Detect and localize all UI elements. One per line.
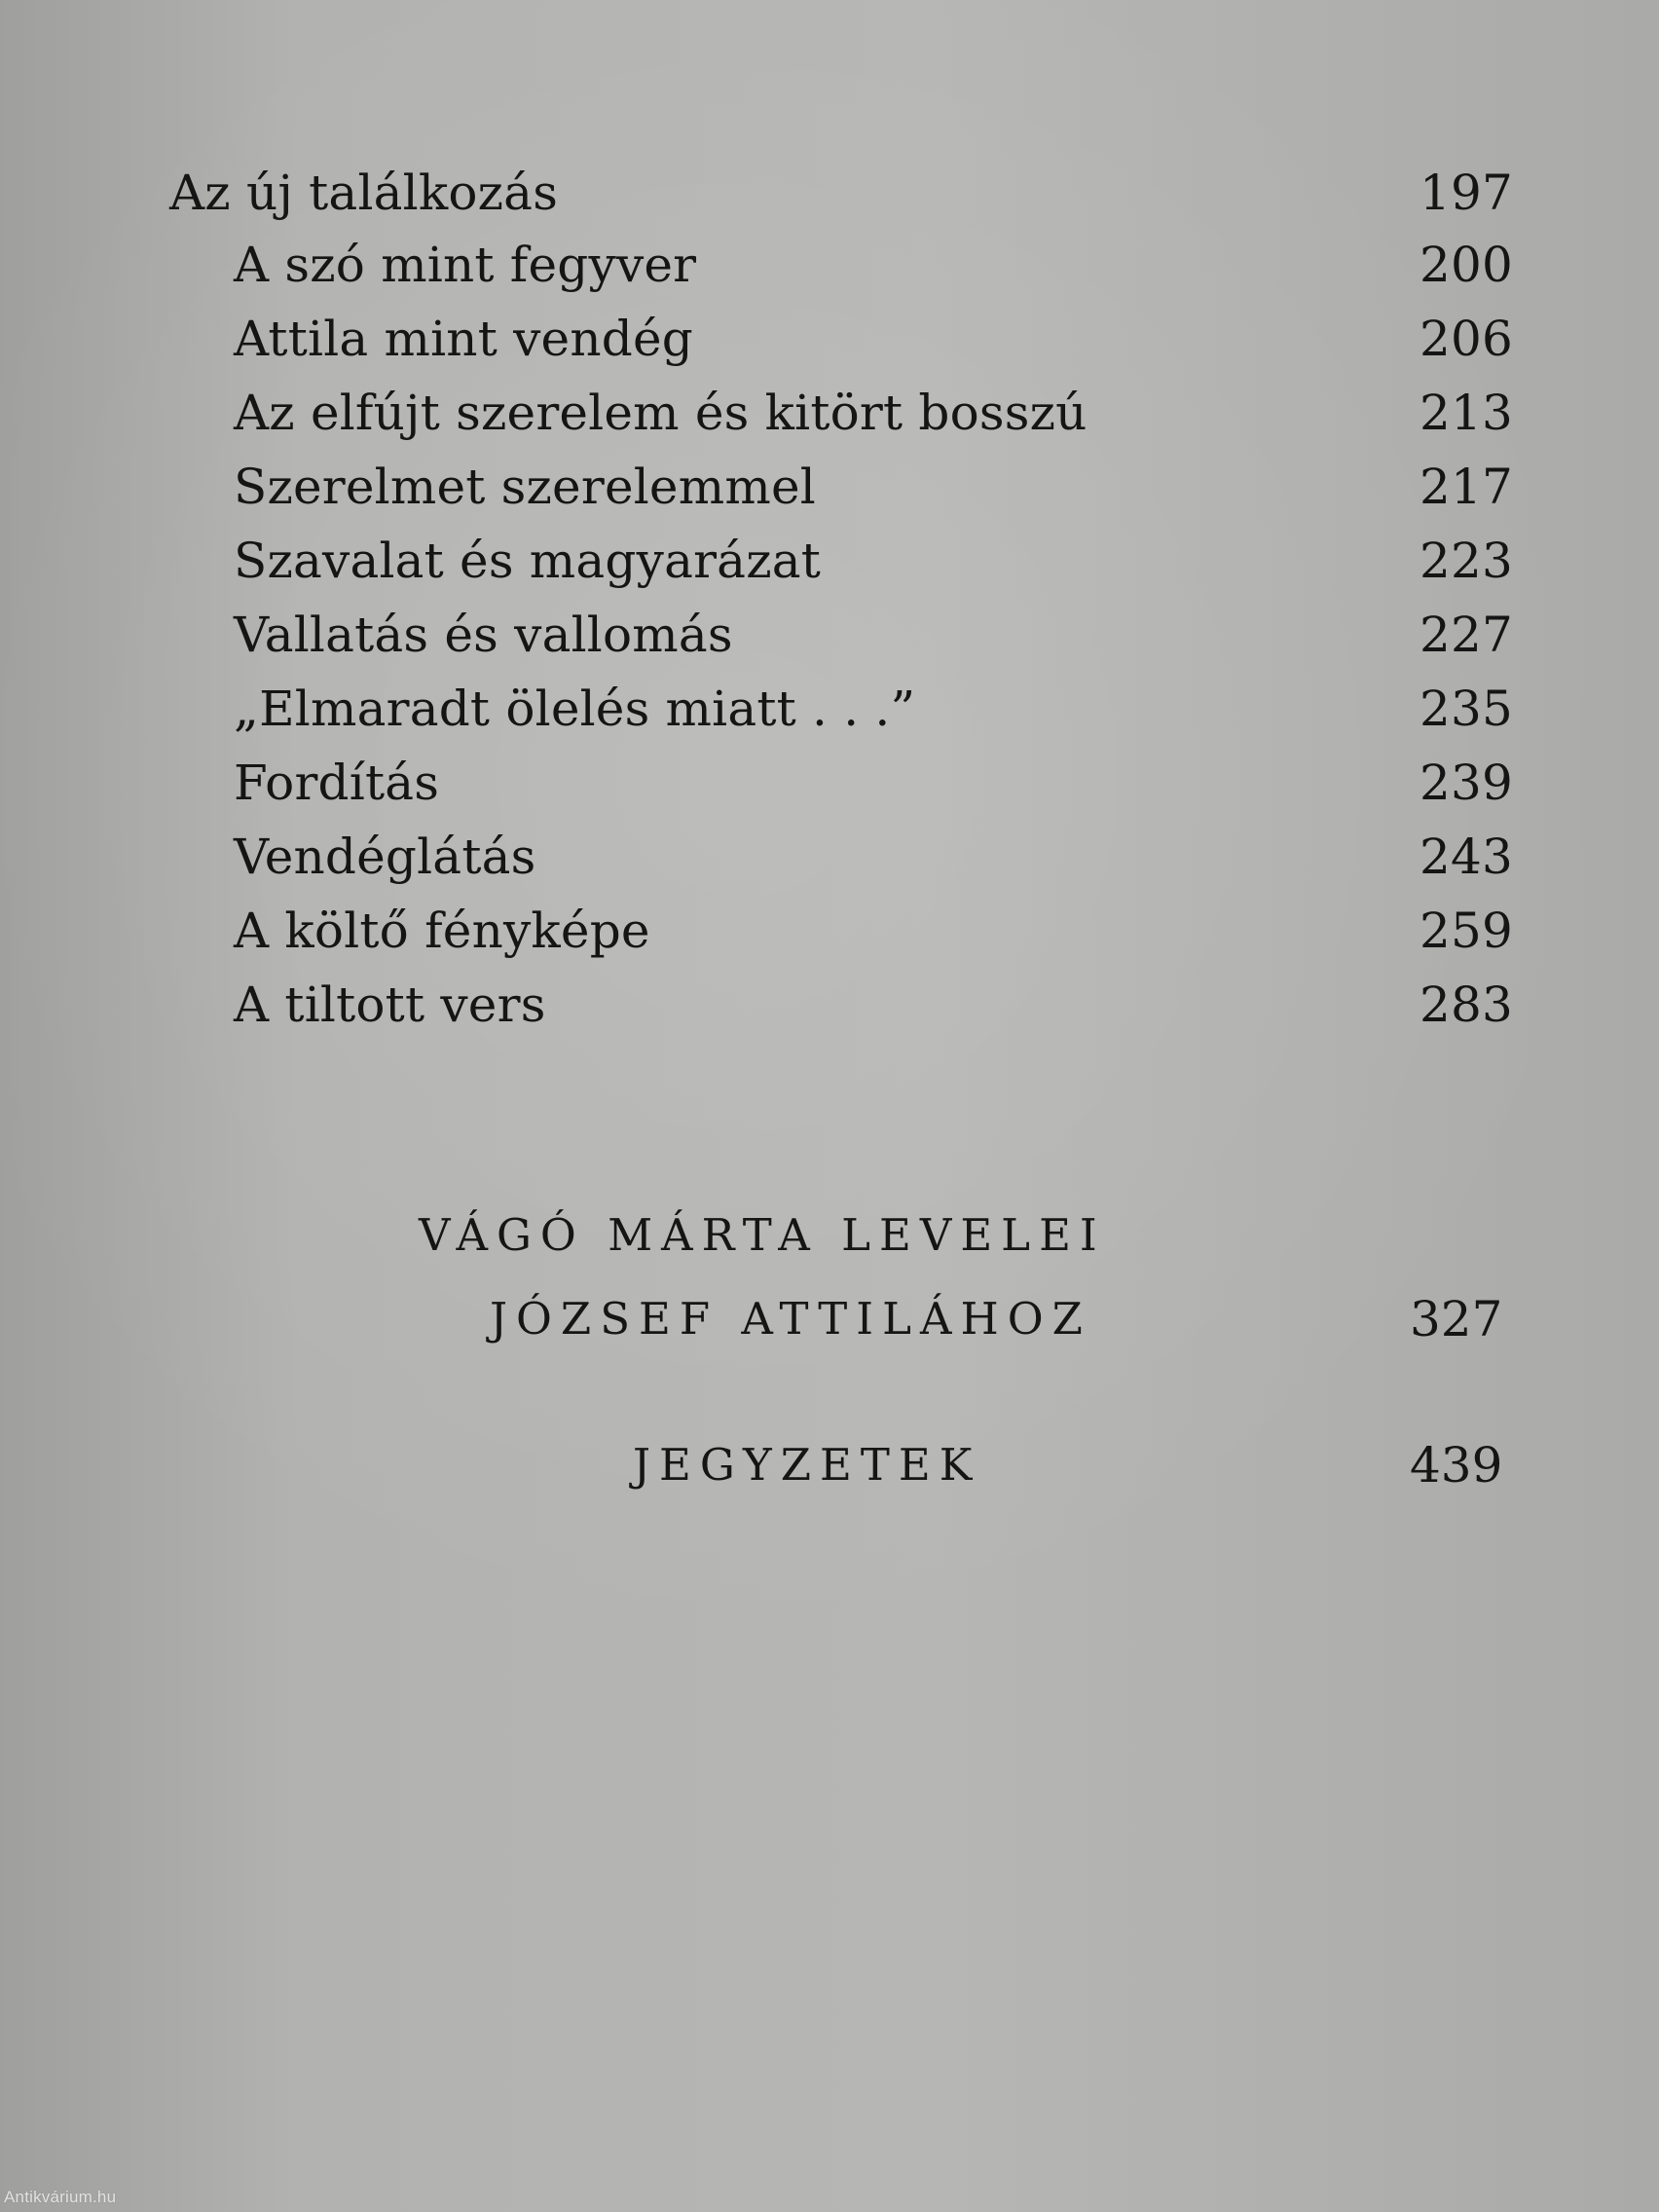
- toc-entry-title: „Elmaradt ölelés miatt . . .”: [234, 681, 916, 737]
- toc-entry: [234, 379, 1513, 447]
- toc-entry-title: Attila mint vendég: [234, 311, 693, 367]
- toc-entry: [234, 231, 1513, 299]
- toc-main-entry-title: Az új találkozás: [169, 165, 559, 221]
- toc-entry-page: 206: [1419, 311, 1513, 367]
- watermark-label: Antikvárium.hu: [4, 2188, 117, 2206]
- toc-entry-page: 213: [1419, 385, 1513, 441]
- toc-entry-title: A szó mint fegyver: [234, 237, 697, 293]
- toc-main-entry-page: 197: [1419, 165, 1513, 221]
- toc-entry-page: 259: [1419, 903, 1513, 959]
- toc-entry-title: A költő fényképe: [234, 903, 650, 959]
- toc-entry: [234, 749, 1513, 817]
- letters-section-heading-line-1: VÁGÓ MÁRTA LEVELEI: [419, 1209, 1106, 1261]
- toc-entry-title: A tiltott vers: [234, 977, 546, 1033]
- toc-entry: [234, 453, 1513, 521]
- toc-entry: [234, 897, 1513, 965]
- toc-entry: [234, 823, 1513, 891]
- toc-entry: [234, 971, 1513, 1039]
- letters-section-page: 327: [1410, 1291, 1503, 1347]
- toc-entry-title: Szavalat és magyarázat: [234, 533, 822, 589]
- toc-entry-title: Szerelmet szerelemmel: [234, 459, 816, 515]
- toc-entry-title: Fordítás: [234, 755, 440, 811]
- toc-entry-title: Vallatás és vallomás: [234, 607, 733, 663]
- toc-entry: [234, 601, 1513, 669]
- notes-section-page: 439: [1410, 1437, 1503, 1493]
- toc-entry: [234, 527, 1513, 595]
- toc-entry-page: 235: [1419, 681, 1513, 737]
- toc-entry-page: 283: [1419, 977, 1513, 1033]
- letters-section-heading-line-2: JÓZSEF ATTILÁHOZ: [490, 1293, 1091, 1345]
- toc-entry-page: 223: [1419, 533, 1513, 589]
- toc-entry-page: 243: [1419, 829, 1513, 885]
- toc-entry-page: 217: [1419, 459, 1513, 515]
- toc-entry: [234, 305, 1513, 373]
- notes-section-heading: JEGYZETEK: [633, 1439, 981, 1491]
- toc-entry-page: 200: [1419, 237, 1513, 293]
- toc-entry-title: Az elfújt szerelem és kitört bosszú: [234, 385, 1088, 441]
- toc-entry-title: Vendéglátás: [234, 829, 536, 885]
- toc-entry-page: 239: [1419, 755, 1513, 811]
- toc-entry-page: 227: [1419, 607, 1513, 663]
- toc-entry: [234, 675, 1513, 743]
- toc-main-entry: [169, 159, 1513, 227]
